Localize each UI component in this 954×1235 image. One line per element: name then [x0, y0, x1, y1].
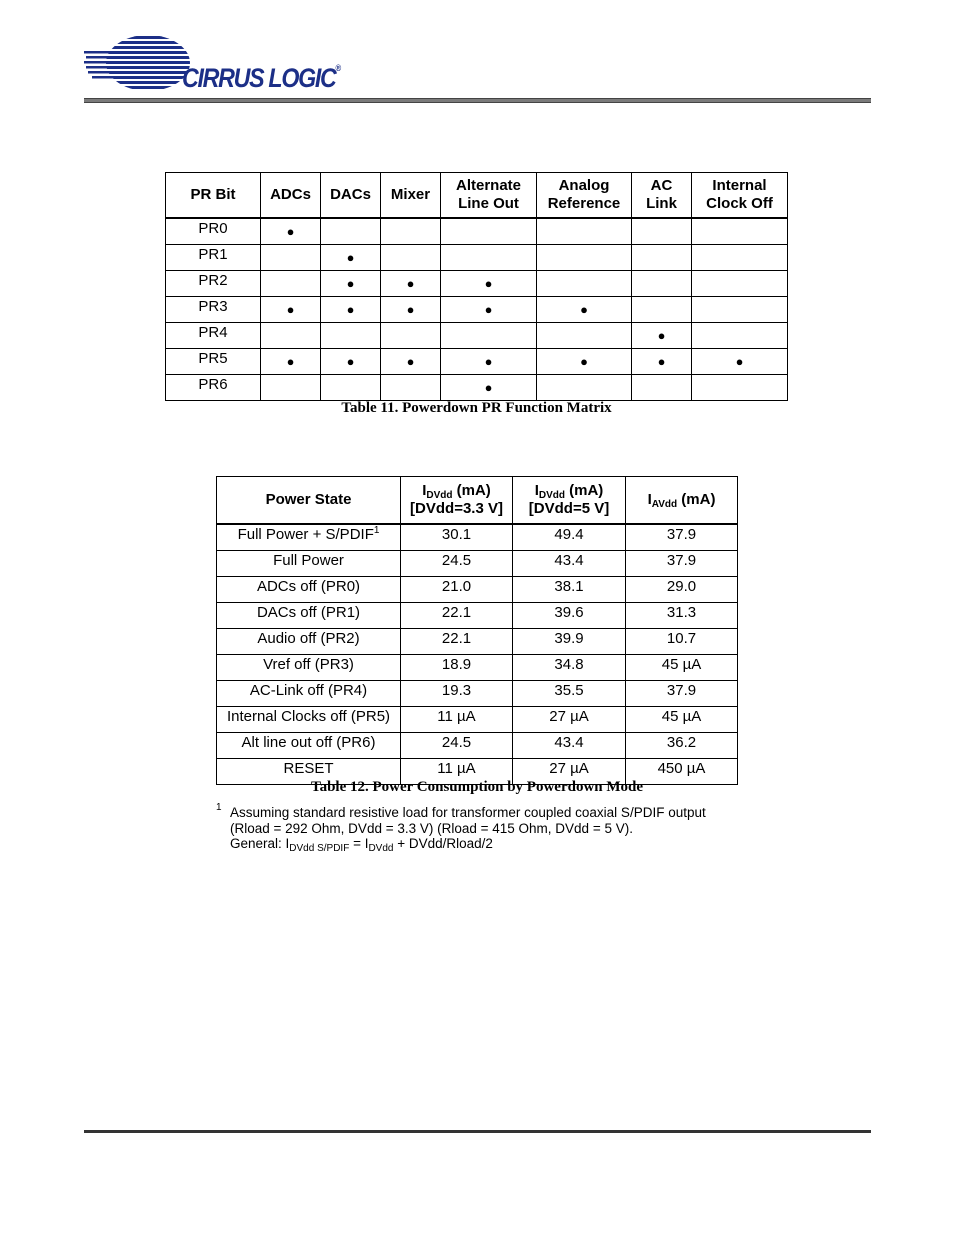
pr-bit-label: PR4 [166, 323, 261, 349]
cirrus-logic-logo [84, 34, 364, 96]
col-header-power-state: Power State [217, 477, 401, 525]
table-row [166, 349, 788, 375]
table-row [217, 681, 738, 707]
matrix-cell [692, 245, 788, 271]
current-value-dv33: 19.3 [401, 681, 513, 707]
col-header-6: AC Link [632, 173, 692, 219]
table-row [166, 245, 788, 271]
matrix-cell: ● [261, 218, 321, 245]
matrix-cell [261, 271, 321, 297]
matrix-cell: ● [441, 297, 537, 323]
power-state-cell: Vref off (PR3) [217, 655, 401, 681]
pr-bit-label: PR3 [166, 297, 261, 323]
table-row [166, 271, 788, 297]
matrix-cell: ● [537, 349, 632, 375]
table-row [217, 629, 738, 655]
power-state-cell: DACs off (PR1) [217, 603, 401, 629]
pr-bit-label: PR1 [166, 245, 261, 271]
current-value-dv33: 18.9 [401, 655, 513, 681]
matrix-cell: ● [381, 297, 441, 323]
matrix-cell [261, 375, 321, 401]
current-value-dv5: 27 µA [513, 759, 626, 785]
matrix-cell [537, 323, 632, 349]
footnote-line-1: Assuming standard resistive load for transformer coupled coaxial S/PDIF output [230, 805, 706, 820]
matrix-cell [632, 297, 692, 323]
col-header-0: PR Bit [166, 173, 261, 219]
current-value-dv5: 39.6 [513, 603, 626, 629]
matrix-cell: ● [321, 349, 381, 375]
current-value-dv33: 24.5 [401, 551, 513, 577]
matrix-cell [632, 375, 692, 401]
col-header-idvdd-5: $I_{DVdd}$ (mA) [DVdd=5 V] [513, 477, 626, 525]
matrix-cell [537, 218, 632, 245]
matrix-cell [692, 297, 788, 323]
footnote-ref: 1 [373, 525, 380, 536]
matrix-cell: ● [321, 297, 381, 323]
current-value-dv33: 22.1 [401, 603, 513, 629]
matrix-cell: ● [261, 297, 321, 323]
matrix-cell: ● [537, 297, 632, 323]
current-value-av: 31.3 [626, 603, 738, 629]
matrix-cell: ● [441, 271, 537, 297]
matrix-cell [632, 271, 692, 297]
logo-globe-icon [84, 34, 194, 96]
current-value-av: 37.9 [626, 524, 738, 551]
current-value-dv5: 43.4 [513, 733, 626, 759]
matrix-cell: ● [321, 271, 381, 297]
matrix-cell [261, 245, 321, 271]
current-value-av: 10.7 [626, 629, 738, 655]
power-state-cell: RESET [217, 759, 401, 785]
matrix-cell: ● [321, 245, 381, 271]
matrix-cell [441, 323, 537, 349]
matrix-cell: ● [632, 349, 692, 375]
current-value-av: 45 µA [626, 707, 738, 733]
col-header-3: Mixer [381, 173, 441, 219]
table-row [166, 297, 788, 323]
matrix-cell [692, 271, 788, 297]
current-value-dv33: 24.5 [401, 733, 513, 759]
current-value-dv33: 21.0 [401, 577, 513, 603]
footnote-line-2: (Rload = 292 Ohm, DVdd = 3.3 V) (Rload = 415 Ohm, DVdd = 5 V). [230, 820, 633, 836]
table11-caption: Table 11. Powerdown PR Function Matrix [341, 400, 612, 416]
table-row [217, 707, 738, 733]
table12-caption: Table 12. Power Consumption by Powerdown Mode [310, 779, 644, 795]
matrix-cell [537, 271, 632, 297]
pr-bit-label: PR6 [166, 375, 261, 401]
col-header-2: DACs [321, 173, 381, 219]
matrix-cell [441, 245, 537, 271]
matrix-cell: ● [692, 349, 788, 375]
matrix-cell [381, 323, 441, 349]
matrix-cell [692, 218, 788, 245]
col-header-4: Alternate Line Out [441, 173, 537, 219]
matrix-cell [632, 218, 692, 245]
current-value-dv5: 34.8 [513, 655, 626, 681]
matrix-cell: ● [381, 349, 441, 375]
matrix-cell [381, 375, 441, 401]
current-value-av: 450 µA [626, 759, 738, 785]
current-value-dv33: 11 µA [401, 707, 513, 733]
table-header-row [217, 477, 738, 525]
table-row [217, 733, 738, 759]
footer-rule [84, 1130, 871, 1133]
table-row [217, 603, 738, 629]
col-header-1: ADCs [261, 173, 321, 219]
table-row [166, 375, 788, 401]
power-consumption-table [216, 476, 738, 785]
matrix-cell: ● [441, 349, 537, 375]
col-header-7: Internal Clock Off [692, 173, 788, 219]
current-value-av: 37.9 [626, 681, 738, 707]
matrix-cell [321, 375, 381, 401]
current-value-dv5: 39.9 [513, 629, 626, 655]
matrix-cell [261, 323, 321, 349]
current-value-dv33: 22.1 [401, 629, 513, 655]
col-header-iavdd: $I_{AVdd}$ (mA) [626, 477, 738, 525]
current-value-dv5: 35.5 [513, 681, 626, 707]
table-row [217, 524, 738, 551]
pr-bit-label: PR5 [166, 349, 261, 375]
pr-function-matrix-table [165, 172, 788, 401]
matrix-cell [381, 218, 441, 245]
power-state-cell: AC-Link off (PR4) [217, 681, 401, 707]
pr-bit-label: PR2 [166, 271, 261, 297]
power-state-cell: Full Power + $S/PDIF^1$ [217, 524, 401, 551]
matrix-cell [692, 375, 788, 401]
table-row [217, 551, 738, 577]
current-value-dv5: 43.4 [513, 551, 626, 577]
power-state-cell: Alt line out off (PR6) [217, 733, 401, 759]
logo-wordmark: CIRRUS LOGIC® [182, 63, 342, 93]
power-state-cell: Internal Clocks off (PR5) [217, 707, 401, 733]
current-value-dv5: 27 µA [513, 707, 626, 733]
power-state-cell: ADCs off (PR0) [217, 577, 401, 603]
matrix-cell: ● [632, 323, 692, 349]
matrix-cell [537, 375, 632, 401]
matrix-cell: ● [261, 349, 321, 375]
table-row [166, 323, 788, 349]
matrix-cell [537, 245, 632, 271]
footnote-mark: 1 [216, 802, 222, 813]
matrix-cell [381, 245, 441, 271]
col-header-idvdd-33: $I_{DVdd}$ (mA) [DVdd=3.3 V] [401, 477, 513, 525]
pr-bit-label: PR0 [166, 218, 261, 245]
current-value-av: 45 µA [626, 655, 738, 681]
matrix-cell [441, 218, 537, 245]
table-row [217, 577, 738, 603]
current-value-dv5: 49.4 [513, 524, 626, 551]
current-value-dv33: 11 µA [401, 759, 513, 785]
power-state-cell: Full Power [217, 551, 401, 577]
col-header-5: Analog Reference [537, 173, 632, 219]
matrix-cell [632, 245, 692, 271]
matrix-cell: ● [441, 375, 537, 401]
matrix-cell: ● [381, 271, 441, 297]
matrix-cell [692, 323, 788, 349]
power-state-cell: Audio off (PR2) [217, 629, 401, 655]
current-value-av: 29.0 [626, 577, 738, 603]
current-value-av: 37.9 [626, 551, 738, 577]
footnote-line-3: General: $I_{DVdd S/PDIF} = I_{DVdd}$ + DVdd/Rload/2 [230, 836, 493, 854]
table-row [166, 218, 788, 245]
current-value-dv33: 30.1 [401, 524, 513, 551]
matrix-cell [321, 218, 381, 245]
current-value-av: 36.2 [626, 733, 738, 759]
table-row [217, 655, 738, 681]
table-header-row [166, 173, 788, 219]
matrix-cell [321, 323, 381, 349]
header-rule [84, 98, 871, 103]
current-value-dv5: 38.1 [513, 577, 626, 603]
